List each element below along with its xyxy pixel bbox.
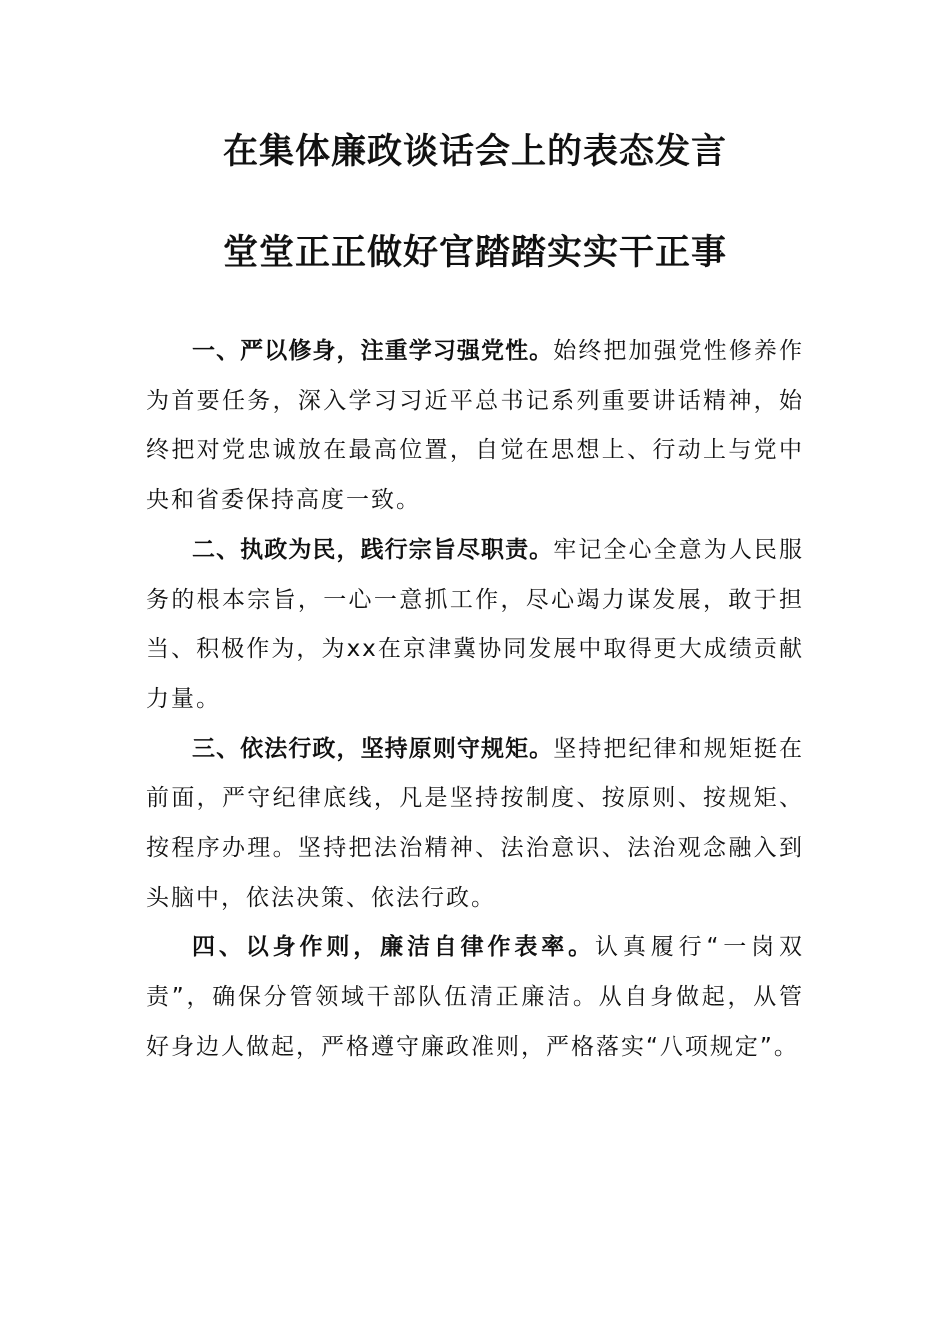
paragraph-heading: 一、严以修身，注重学习强党性。	[192, 338, 554, 364]
document-subtitle: 堂堂正正做好官踏踏实实干正事	[222, 232, 727, 273]
paragraph-text: 始终把加强党性修养作为首要任务，深入学习习近平总书记系列重要讲话精神，始终把对党忠诚放在最高位置，自觉在思想上、行动上与党中央和省委保持高度一致。	[146, 338, 805, 514]
document-title: 在集体廉政谈话会上的表态发言	[222, 131, 727, 172]
paragraph-2	[146, 526, 804, 725]
paragraph-heading: 三、依法行政，坚持原则守规矩。	[192, 735, 554, 762]
paragraph-heading: 二、执政为民，践行宗旨尽职责。	[192, 536, 554, 563]
paragraph-text: 认真履行“一岗双责”，确保分管领域干部队伍清正廉洁。从自身做起，从管好身边人做起，严格遵守廉政准则，严格落实“八项规定”。	[146, 934, 805, 1060]
paragraph-text: 牢记全心全意为人民服务的根本宗旨，一心一意抓工作，尽心竭力谋发展，敢于担当、积极作为，为xx在京津冀协同发展中取得更大成绩贡献力量。	[146, 536, 805, 712]
paragraph-1	[146, 327, 804, 526]
document-body	[146, 327, 804, 1073]
paragraph-heading: 四、以身作则，廉洁自律作表率。	[192, 934, 596, 961]
paragraph-text: 坚持把纪律和规矩挺在前面，严守纪律底线，凡是坚持按制度、按原则、按规矩、按程序办理。坚持把法治精神、法治意识、法治观念融入到头脑中，依法决策、依法行政。	[146, 735, 805, 911]
paragraph-3	[146, 725, 804, 924]
paragraph-4	[146, 923, 804, 1072]
